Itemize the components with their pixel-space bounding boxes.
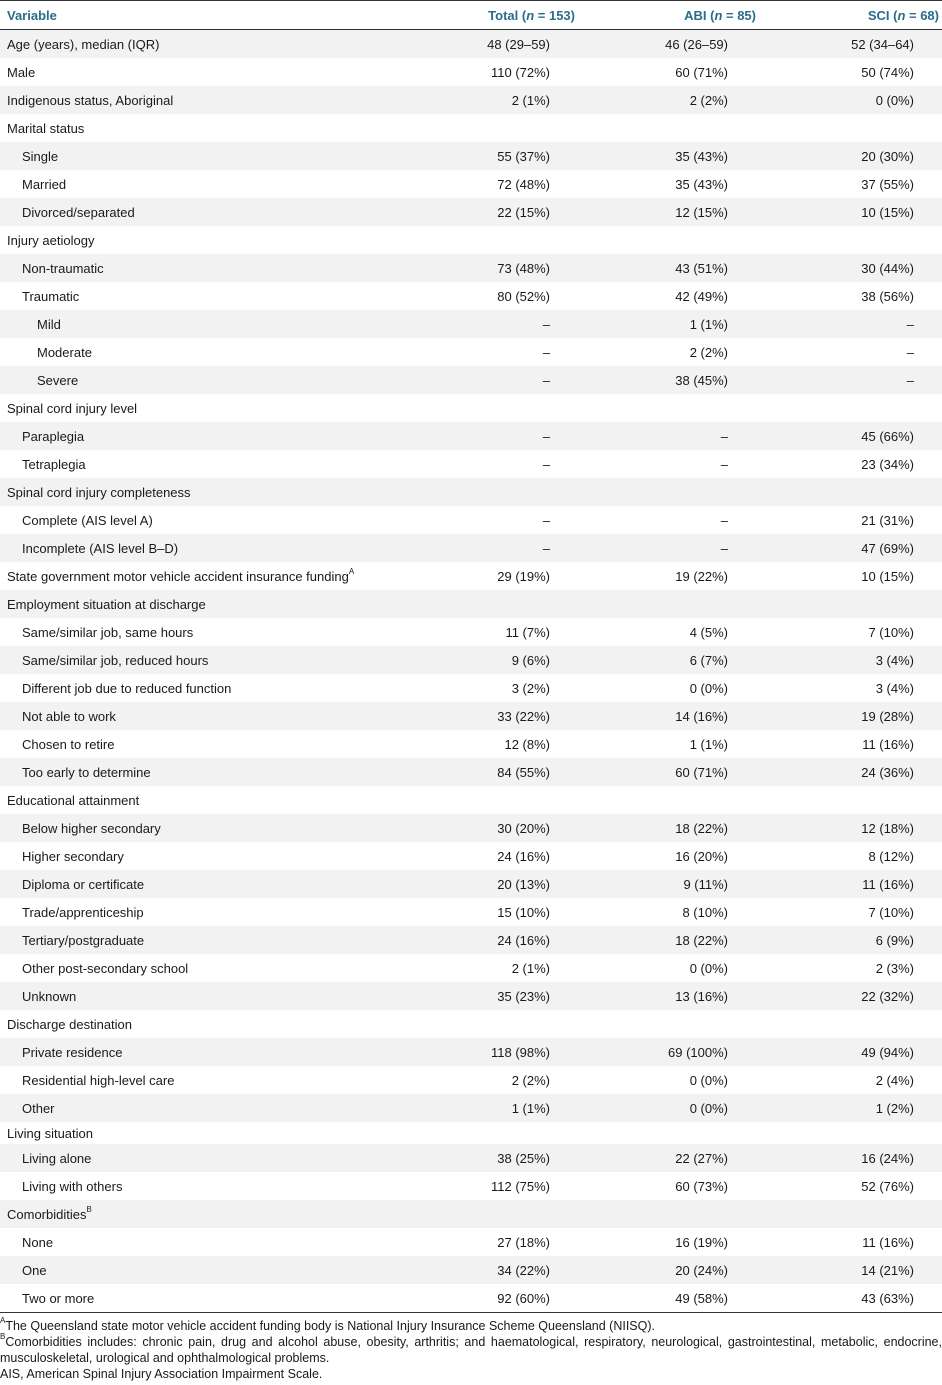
footnote-marker: A: [348, 566, 355, 576]
row-label-text: Spinal cord injury completeness: [7, 484, 191, 500]
row-label-text: Employment situation at discharge: [7, 596, 206, 612]
abi-cell: 4 (5%): [689, 624, 728, 640]
footnote-marker: B: [86, 1204, 92, 1214]
row-label: [0, 842, 388, 870]
row-label: [0, 982, 388, 1010]
row-label: [0, 814, 388, 842]
sci-cell: 19 (28%): [783, 702, 942, 730]
row-label-text: Trade/apprenticeship: [22, 904, 144, 920]
row-label-text: Same/similar job, same hours: [22, 624, 194, 640]
row-label: [0, 366, 388, 394]
sci-cell: 14 (21%): [783, 1256, 942, 1284]
total-cell: –: [542, 344, 550, 360]
abi-cell: 14 (16%): [638, 702, 783, 730]
total-cell: 9 (6%): [388, 646, 638, 674]
footnote-a-mark: A: [0, 1316, 6, 1325]
row-label-text: Mild: [37, 316, 61, 332]
row-label-text: Non-traumatic: [22, 260, 104, 276]
row-label-text: Living situation: [7, 1125, 93, 1141]
row-label-text: Marital status: [7, 120, 85, 136]
row-label-text: Incomplete (AIS level B–D): [22, 540, 179, 556]
table-footnotes: [0, 1313, 942, 1382]
abi-cell: 35 (43%): [638, 142, 783, 170]
row-label: [0, 898, 388, 926]
row-label-text: Tetraplegia: [22, 456, 86, 472]
abi-cell: [638, 1122, 783, 1144]
abi-cell: [638, 394, 783, 422]
total-cell: 92 (60%): [388, 1284, 638, 1313]
total-cell: 2 (1%): [388, 86, 638, 114]
total-cell: 118 (98%): [388, 1038, 638, 1066]
sci-cell: [783, 1200, 942, 1228]
abi-cell: 2 (2%): [638, 86, 783, 114]
table-row: [0, 954, 942, 982]
table-row: [0, 198, 942, 226]
row-label: [0, 926, 388, 954]
row-label: [0, 338, 388, 366]
table-row: [0, 1172, 942, 1200]
total-cell: 12 (8%): [504, 736, 550, 752]
abi-cell: 18 (22%): [638, 814, 783, 842]
sci-cell: 3 (4%): [783, 646, 942, 674]
sci-cell: 2 (3%): [875, 960, 914, 976]
table-row: [0, 982, 942, 1010]
row-label-text: Living with others: [22, 1178, 123, 1194]
sci-cell: 43 (63%): [783, 1284, 942, 1313]
row-label-text: Moderate: [37, 344, 92, 360]
table-row: [0, 758, 942, 786]
sci-cell: [783, 478, 942, 506]
table-row: [0, 1256, 942, 1284]
row-label: [0, 786, 388, 814]
total-cell: 30 (20%): [388, 814, 638, 842]
table-body: [0, 30, 942, 1313]
table-row: [0, 702, 942, 730]
abi-cell: 20 (24%): [638, 1256, 783, 1284]
row-label: [0, 1284, 388, 1313]
abi-cell: 9 (11%): [638, 870, 783, 898]
sci-cell: 2 (4%): [875, 1072, 914, 1088]
table-row: [0, 58, 942, 86]
total-cell: 48 (29–59): [388, 30, 638, 59]
abi-cell: 1 (1%): [638, 310, 783, 338]
row-label: [0, 730, 388, 758]
sci-cell: 22 (32%): [783, 982, 942, 1010]
abi-cell: 43 (51%): [638, 254, 783, 282]
row-label-text: Residential high-level care: [22, 1072, 175, 1088]
abi-cell: 8 (10%): [682, 904, 728, 920]
sci-cell: [783, 226, 942, 254]
sci-cell: 52 (34–64): [783, 30, 942, 59]
table-row: [0, 30, 942, 59]
row-label-text: Injury aetiology: [7, 232, 95, 248]
table-row: [0, 534, 942, 562]
total-cell: 24 (16%): [497, 848, 550, 864]
row-label: [0, 478, 388, 506]
row-label-text: Higher secondary: [22, 848, 124, 864]
row-label: [0, 422, 388, 450]
abi-cell: [638, 1200, 783, 1228]
abi-cell: [638, 590, 783, 618]
abi-cell: 49 (58%): [638, 1284, 783, 1313]
abi-cell: 12 (15%): [638, 198, 783, 226]
row-label: [0, 450, 388, 478]
table-row: [0, 618, 942, 646]
table-row: [0, 254, 942, 282]
table-row: [0, 1284, 942, 1313]
table-row: [0, 86, 942, 114]
row-label: [0, 562, 388, 590]
row-label: [0, 282, 388, 310]
table-row: [0, 422, 942, 450]
sci-cell: 6 (9%): [783, 926, 942, 954]
row-label: [0, 1066, 388, 1094]
total-cell: –: [388, 310, 638, 338]
footnote-b-mark: B: [0, 1332, 6, 1341]
sci-cell: 38 (56%): [861, 288, 914, 304]
total-cell: 15 (10%): [497, 904, 550, 920]
sci-cell: 24 (36%): [783, 758, 942, 786]
row-label-text: Below higher secondary: [22, 820, 161, 836]
table-row: [0, 1010, 942, 1038]
row-label-text: Educational attainment: [7, 792, 140, 808]
sci-cell: 21 (31%): [861, 512, 914, 528]
table-row: [0, 590, 942, 618]
row-label: [0, 1172, 388, 1200]
row-label-text: Unknown: [22, 988, 77, 1004]
abi-cell: 1 (1%): [689, 736, 728, 752]
total-cell: 38 (25%): [388, 1144, 638, 1172]
total-cell: [388, 226, 638, 254]
sci-cell: –: [906, 344, 914, 360]
total-cell: 20 (13%): [388, 870, 638, 898]
abi-cell: 19 (22%): [675, 568, 728, 584]
row-label: [0, 590, 388, 618]
sci-cell: 11 (16%): [862, 736, 914, 752]
footnote-b: [0, 1334, 942, 1366]
row-label-text: Different job due to reduced function: [22, 680, 232, 696]
total-cell: [388, 590, 638, 618]
row-label-text: State government motor vehicle accident insurance funding: [7, 568, 349, 584]
footnote-a-text: The Queensland state motor vehicle accident funding body is National Injury Insurance Scheme Queensland (NIISQ).: [5, 1319, 656, 1333]
row-label-text: Spinal cord injury level: [7, 400, 138, 416]
abi-cell: 0 (0%): [638, 1094, 783, 1122]
row-label-text: Living alone: [22, 1150, 92, 1166]
row-label-text: Male: [7, 64, 36, 80]
sci-cell: 3 (4%): [875, 680, 914, 696]
abi-cell: 60 (71%): [675, 64, 728, 80]
total-cell: 29 (19%): [497, 568, 550, 584]
table-row: [0, 814, 942, 842]
row-label-text: Tertiary/postgraduate: [22, 932, 145, 948]
sci-cell: [783, 114, 942, 142]
row-label: [0, 506, 388, 534]
total-cell: 72 (48%): [497, 176, 550, 192]
row-label-text: Paraplegia: [22, 428, 85, 444]
total-cell: 1 (1%): [388, 1094, 638, 1122]
row-label: [0, 170, 388, 198]
table-row: [0, 674, 942, 702]
table-row: [0, 394, 942, 422]
sci-cell: 30 (44%): [783, 254, 942, 282]
row-label: [0, 1038, 388, 1066]
row-label: [0, 702, 388, 730]
row-label-text: Single: [22, 148, 59, 164]
abi-cell: 0 (0%): [689, 680, 728, 696]
row-label: [0, 394, 388, 422]
table-row: [0, 1122, 942, 1144]
row-label-text: Married: [22, 176, 67, 192]
abi-cell: [638, 114, 783, 142]
row-label-text: Severe: [37, 372, 79, 388]
total-cell: [388, 786, 638, 814]
sci-cell: 52 (76%): [861, 1178, 914, 1194]
abi-cell: –: [720, 456, 728, 472]
total-cell: 55 (37%): [388, 142, 638, 170]
row-label: [0, 758, 388, 786]
table-row: [0, 898, 942, 926]
table-row: [0, 142, 942, 170]
row-label: [0, 30, 388, 59]
row-label: [0, 1228, 388, 1256]
header-abi: ABI (n = 85): [638, 1, 783, 30]
footnote-ais: AIS, American Spinal Injury Association Impairment Scale.: [0, 1367, 323, 1381]
table-row: [0, 1228, 942, 1256]
sci-cell: [783, 394, 942, 422]
sci-cell: 20 (30%): [783, 142, 942, 170]
total-cell: [388, 1122, 638, 1144]
total-cell: 110 (72%): [490, 64, 550, 80]
row-label-text: Chosen to retire: [22, 736, 115, 752]
table-row: [0, 1144, 942, 1172]
row-label-text: Diploma or certificate: [22, 876, 145, 892]
sci-cell: 7 (10%): [868, 624, 914, 640]
table-row: [0, 926, 942, 954]
table-header: [0, 1, 942, 30]
total-cell: –: [388, 422, 638, 450]
abi-cell: 60 (73%): [675, 1178, 728, 1194]
row-label-text: Two or more: [22, 1290, 95, 1306]
abi-cell: 35 (43%): [675, 176, 728, 192]
row-label-text: Other post-secondary school: [22, 960, 189, 976]
total-cell: 11 (7%): [505, 624, 550, 640]
footnote-b-text: Comorbidities includes: chronic pain, drug and alcohol abuse, obesity, arthritis; and haematological, respiratory, neurological, gastrointestinal, metabolic, endocrine, musculoskeletal, urological and ophthalmological problems.: [0, 1335, 942, 1365]
abi-cell: 0 (0%): [689, 960, 728, 976]
row-label-text: Not able to work: [22, 708, 116, 724]
row-label: [0, 534, 388, 562]
row-label: [0, 114, 388, 142]
row-label-text: Age (years), median (IQR): [7, 36, 160, 52]
abi-cell: –: [720, 512, 728, 528]
sci-cell: 12 (18%): [783, 814, 942, 842]
total-cell: [388, 114, 638, 142]
table-row: [0, 1038, 942, 1066]
sci-cell: 8 (12%): [868, 848, 914, 864]
abi-cell: [638, 226, 783, 254]
total-cell: 80 (52%): [497, 288, 550, 304]
sci-cell: –: [783, 366, 942, 394]
table-row: [0, 366, 942, 394]
row-label-text: Same/similar job, reduced hours: [22, 652, 209, 668]
row-label: [0, 86, 388, 114]
sci-cell: 49 (94%): [783, 1038, 942, 1066]
sci-cell: 50 (74%): [861, 64, 914, 80]
row-label: [0, 226, 388, 254]
abi-cell: 18 (22%): [638, 926, 783, 954]
row-label: [0, 954, 388, 982]
abi-cell: 22 (27%): [638, 1144, 783, 1172]
abi-cell: [638, 786, 783, 814]
abi-cell: 69 (100%): [638, 1038, 783, 1066]
header-row: [0, 1, 942, 30]
sci-cell: 11 (16%): [783, 870, 942, 898]
total-cell: 84 (55%): [388, 758, 638, 786]
abi-cell: 0 (0%): [689, 1072, 728, 1088]
row-label: [0, 58, 388, 86]
row-label: [0, 1256, 388, 1284]
table-row: [0, 310, 942, 338]
row-label: [0, 646, 388, 674]
abi-cell: 16 (20%): [675, 848, 728, 864]
sci-cell: –: [783, 310, 942, 338]
row-label-text: Private residence: [22, 1044, 123, 1060]
total-cell: –: [542, 456, 550, 472]
abi-cell: –: [638, 422, 783, 450]
table-row: [0, 282, 942, 310]
table-row: [0, 1066, 942, 1094]
table-row: [0, 646, 942, 674]
abi-cell: 60 (71%): [638, 758, 783, 786]
row-label: [0, 310, 388, 338]
table-row: [0, 562, 942, 590]
row-label: [0, 254, 388, 282]
table-row: [0, 1094, 942, 1122]
total-cell: 24 (16%): [388, 926, 638, 954]
sci-cell: 47 (69%): [783, 534, 942, 562]
row-label-text: Too early to determine: [22, 764, 151, 780]
row-label: [0, 618, 388, 646]
row-label: [0, 870, 388, 898]
row-label-text: Comorbidities: [7, 1206, 87, 1222]
table-row: [0, 870, 942, 898]
row-label-text: Traumatic: [22, 288, 80, 304]
header-variable: Variable: [0, 1, 388, 30]
row-label: [0, 1144, 388, 1172]
abi-cell: 42 (49%): [675, 288, 728, 304]
sci-cell: 37 (55%): [861, 176, 914, 192]
total-cell: 73 (48%): [388, 254, 638, 282]
table-row: [0, 730, 942, 758]
total-cell: –: [542, 512, 550, 528]
row-label: [0, 142, 388, 170]
table-row: [0, 786, 942, 814]
total-cell: –: [388, 534, 638, 562]
total-cell: 33 (22%): [388, 702, 638, 730]
table-row: [0, 506, 942, 534]
total-cell: [388, 1200, 638, 1228]
abi-cell: 2 (2%): [689, 344, 728, 360]
table-row: [0, 842, 942, 870]
row-label-text: Discharge destination: [7, 1016, 133, 1032]
total-cell: 2 (2%): [511, 1072, 550, 1088]
row-label: [0, 1010, 388, 1038]
abi-cell: 38 (45%): [638, 366, 783, 394]
table-row: [0, 1200, 942, 1228]
abi-cell: [638, 1010, 783, 1038]
table-row: [0, 450, 942, 478]
total-cell: [388, 394, 638, 422]
table-row: [0, 478, 942, 506]
sci-cell: 16 (24%): [783, 1144, 942, 1172]
total-cell: 3 (2%): [511, 680, 550, 696]
table-row: [0, 114, 942, 142]
sci-cell: [783, 786, 942, 814]
sci-cell: 0 (0%): [783, 86, 942, 114]
total-cell: 2 (1%): [511, 960, 550, 976]
total-cell: 27 (18%): [497, 1234, 550, 1250]
row-label-text: Complete (AIS level A): [22, 512, 153, 528]
footnote-a: [0, 1318, 942, 1334]
sci-cell: [783, 1122, 942, 1144]
sci-cell: 10 (15%): [861, 568, 914, 584]
total-cell: –: [388, 366, 638, 394]
table-row: [0, 338, 942, 366]
sci-cell: 10 (15%): [783, 198, 942, 226]
row-label-text: Indigenous status, Aboriginal: [7, 92, 174, 108]
row-label: [0, 674, 388, 702]
abi-cell: 46 (26–59): [638, 30, 783, 59]
abi-cell: 6 (7%): [638, 646, 783, 674]
sci-cell: 7 (10%): [868, 904, 914, 920]
sci-cell: [783, 1010, 942, 1038]
sci-cell: 23 (34%): [861, 456, 914, 472]
abi-cell: –: [638, 534, 783, 562]
table-row: [0, 170, 942, 198]
sci-cell: 45 (66%): [783, 422, 942, 450]
total-cell: 35 (23%): [388, 982, 638, 1010]
total-cell: 112 (75%): [490, 1178, 550, 1194]
row-label: [0, 1122, 388, 1144]
row-label: [0, 1200, 388, 1228]
row-label-text: None: [22, 1234, 54, 1250]
abi-cell: 16 (19%): [675, 1234, 728, 1250]
abi-cell: [638, 478, 783, 506]
sci-cell: 11 (16%): [862, 1234, 914, 1250]
header-total: Total (n = 153): [388, 1, 638, 30]
total-cell: 22 (15%): [388, 198, 638, 226]
sci-cell: 1 (2%): [783, 1094, 942, 1122]
header-sci: SCI (n = 68): [783, 1, 942, 30]
total-cell: [388, 1010, 638, 1038]
total-cell: 34 (22%): [388, 1256, 638, 1284]
row-label: [0, 198, 388, 226]
sci-cell: [783, 590, 942, 618]
row-label-text: Other: [22, 1100, 55, 1116]
abi-cell: 13 (16%): [638, 982, 783, 1010]
row-label-text: Divorced/separated: [22, 204, 135, 220]
row-label-text: One: [22, 1262, 47, 1278]
total-cell: [388, 478, 638, 506]
row-label: [0, 1094, 388, 1122]
table-row: [0, 226, 942, 254]
